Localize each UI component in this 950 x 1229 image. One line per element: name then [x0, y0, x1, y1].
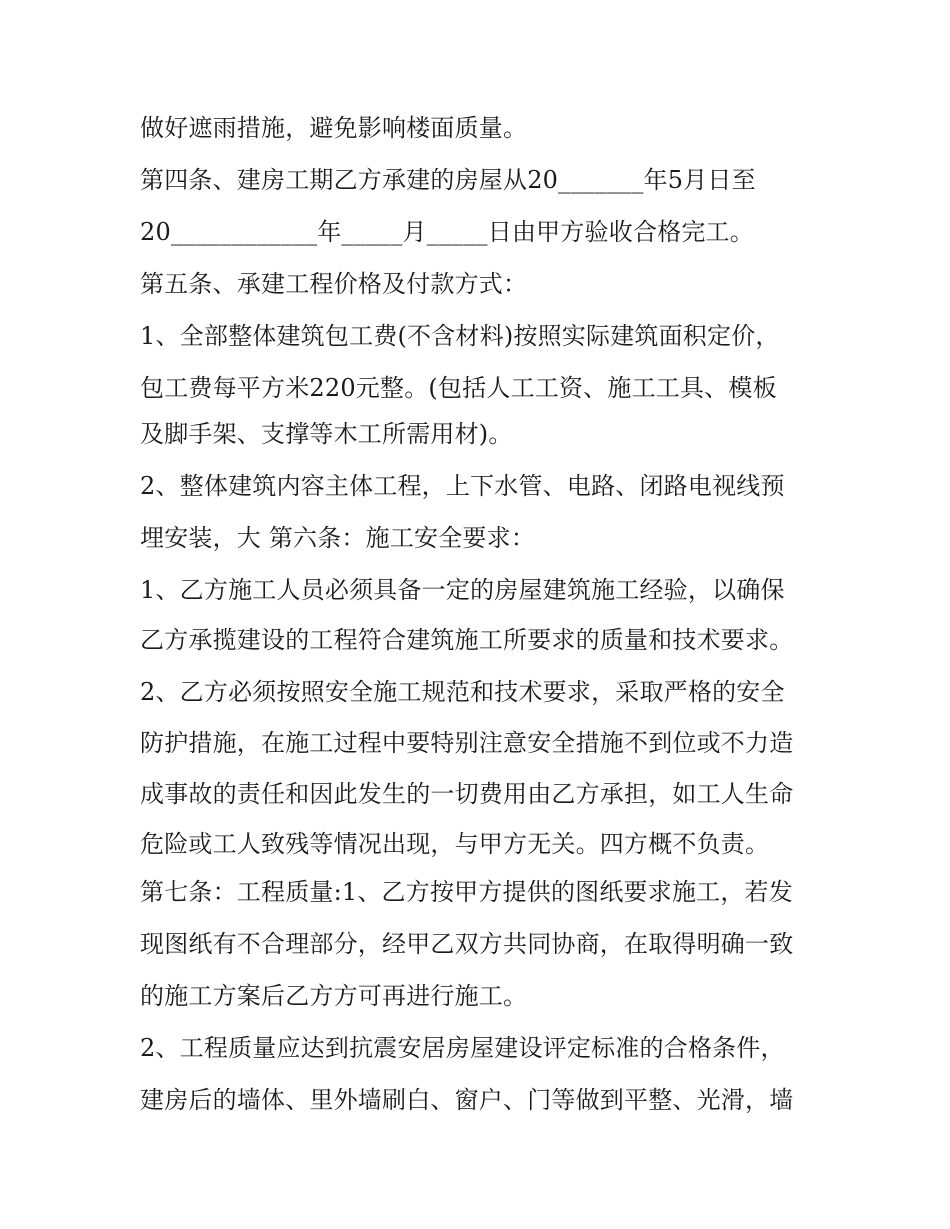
text-line: 埋安装，大 第六条：施工安全要求： [140, 524, 536, 552]
text-line: 防护措施，在施工过程中要特别注意安全措施不到位或不力造 [140, 729, 794, 757]
text-line: 成事故的责任和因此发生的一切费用由乙方承担，如工人生命 [140, 780, 794, 808]
text-line: 20____________年_____月_____日由甲方验收合格完工。 [140, 218, 754, 246]
text-line: 乙方承揽建设的工程符合建筑施工所要求的质量和技术要求。 [140, 626, 794, 654]
text-line: 危险或工人致残等情况出现，与甲方无关。四方概不负责。 [140, 830, 770, 858]
text-line: 1、乙方施工人员必须具备一定的房屋建筑施工经验，以确保 [140, 576, 785, 604]
text-line: 做好遮雨措施，避免影响楼面质量。 [140, 114, 528, 142]
text-line: 2、乙方必须按照安全施工规范和技术要求，采取严格的安全 [140, 678, 785, 706]
text-line: 第四条、建房工期乙方承建的房屋从20_______年5月日至 [140, 166, 756, 194]
text-line: 的施工方案后乙方方可再进行施工。 [140, 982, 528, 1010]
text-line: 包工费每平方米220元整。(包括人工工资、施工工具、模板 [140, 374, 777, 402]
text-line: 现图纸有不合理部分，经甲乙双方共同协商，在取得明确一致 [140, 930, 794, 958]
text-line: 第五条、承建工程价格及付款方式： [140, 270, 528, 298]
text-line: 第七条：工程质量:1、乙方按甲方提供的图纸要求施工，若发 [140, 878, 793, 906]
text-line: 2、工程质量应达到抗震安居房屋建设评定标准的合格条件， [140, 1034, 785, 1062]
text-line: 及脚手架、支撑等木工所需用材)。 [140, 420, 513, 448]
text-line: 1、全部整体建筑包工费(不含材料)按照实际建筑面积定价， [140, 322, 780, 350]
text-line: 2、整体建筑内容主体工程，上下水管、电路、闭路电视线预 [140, 472, 785, 500]
text-line: 建房后的墙体、里外墙刷白、窗户、门等做到平整、光滑，墙 [140, 1086, 794, 1114]
